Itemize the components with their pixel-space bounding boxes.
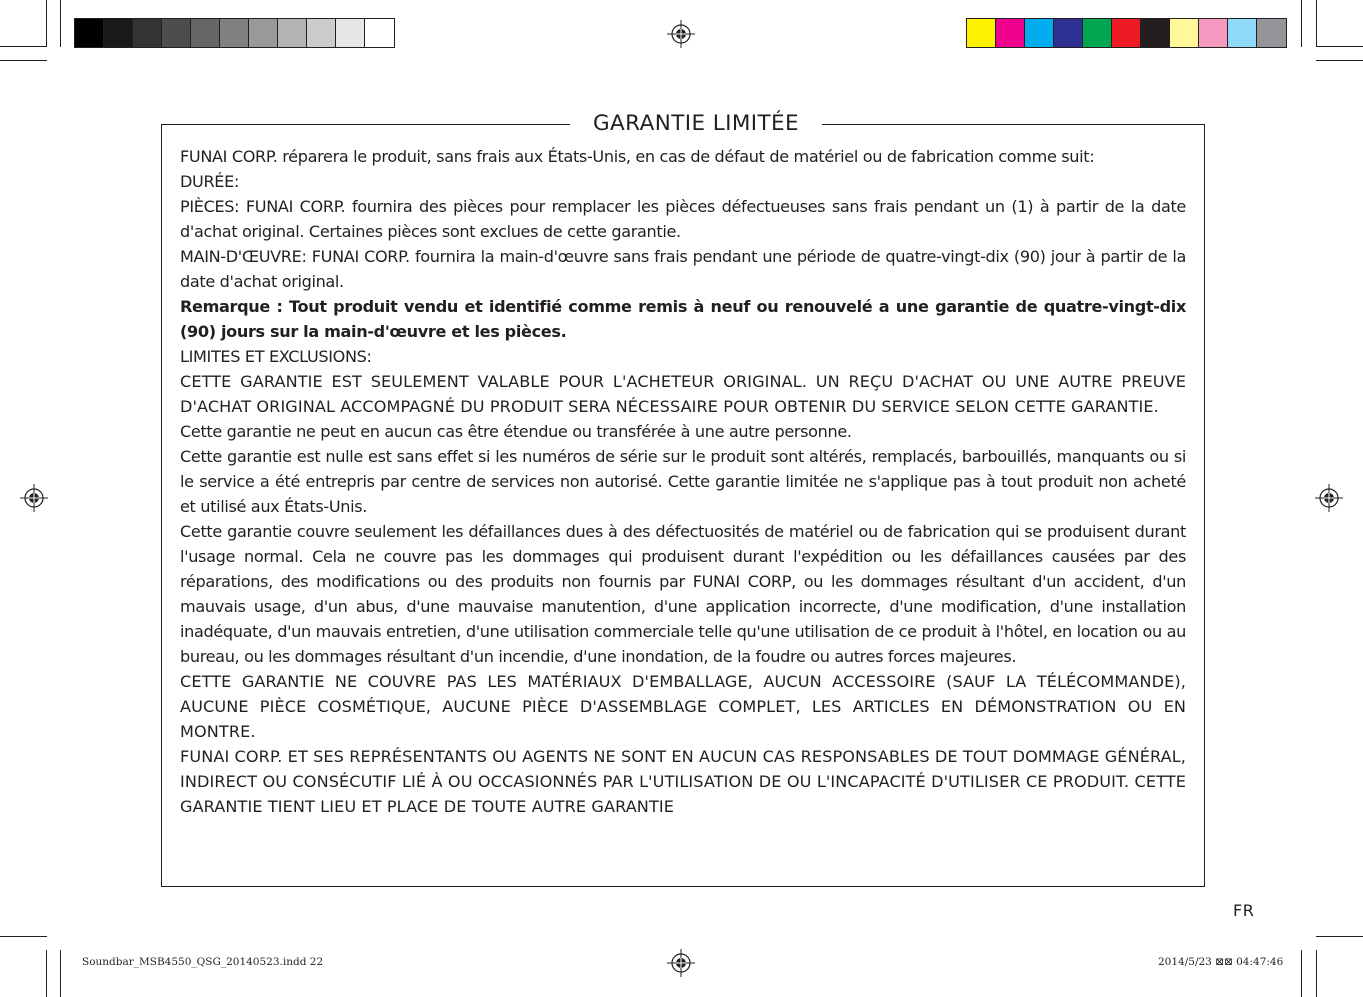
- process-color-swatch-7: [1141, 19, 1170, 47]
- slug-filename: Soundbar_MSB4550_QSG_20140523.indd 22: [82, 956, 324, 968]
- grayscale-swatch-11: [365, 19, 394, 47]
- intro-paragraph: FUNAI CORP. réparera le produit, sans frais aux États-Unis, en cas de défaut de matériel ou de fabrication comme suit:: [180, 147, 1095, 166]
- process-color-swatch-11: [1257, 19, 1286, 47]
- coverage-paragraph: Cette garantie couvre seulement les défaillances dues à des défectuosités de matériel ou de fabrication qui se produisent durant l'usage normal. Cela ne couvre pas les dommages qui produisent durant l'expédition ou les défaillances causées par des réparations, des modifications ou des produits non fournis par FUNAI CORP, ou les dommages résultant d'un accident, d'un mauvais usage, d'un abus, d'une mauvaise manutention, d'une application incorrecte, d'une modification, d'une installation inadéquate, d'un mauvais entretien, d'une utilisation commerciale telle qu'une utilisation de ce produit à l'hôtel, en location ou au bureau, ou les dommages résultant d'un incendie, d'une inondation, de la foudre ou autres forces majeures.: [180, 522, 1186, 666]
- process-color-swatch-10: [1228, 19, 1257, 47]
- pieces-paragraph: [180, 194, 1186, 244]
- main-oeuvre-label: MAIN-D'ŒUVRE:: [180, 247, 307, 266]
- original-buyer-paragraph: CETTE GARANTIE EST SEULEMENT VALABLE POUR L'ACHETEUR ORIGINAL. UN REÇU D'ACHAT OU UNE AUTRE PREUVE D'ACHAT ORIGINAL ACCOMPAGNÉ DU PRODUIT SERA NÉCESSAIRE POUR OBTENIR DU SERVICE SELON CETTE GARANTIE.: [180, 372, 1186, 416]
- slug-date: 2014/5/23 ⊠⊠ 04:47:46: [1158, 956, 1284, 968]
- crop-mark-tr-h: [1316, 46, 1363, 47]
- process-color-swatch-6: [1112, 19, 1141, 47]
- grayscale-swatch-2: [104, 19, 133, 47]
- process-color-bar: [966, 18, 1287, 48]
- liability-paragraph: FUNAI CORP. ET SES REPRÉSENTANTS OU AGENTS NE SONT EN AUCUN CAS RESPONSABLES DE TOUT DOMMAGE GÉNÉRAL, INDIRECT OU CONSÉCUTIF LIÉ À OU OCCASIONNÉS PAR L'UTILISATION DE OU L'INCAPACITÉ D'UTILISER CE PRODUIT. CETTE GARANTIE TIENT LIEU ET PLACE DE TOUTE AUTRE GARANTIE: [180, 747, 1186, 816]
- transfer-paragraph: Cette garantie ne peut en aucun cas être étendue ou transférée à une autre personne.: [180, 422, 852, 441]
- process-color-swatch-8: [1170, 19, 1199, 47]
- crop-mark-tr-h2: [1316, 60, 1363, 61]
- crop-mark-br-v2: [1301, 950, 1302, 997]
- remarque-paragraph: Remarque : Tout produit vendu et identifié comme remis à neuf ou renouvelé a une garantie de quatre-vingt-dix (90) jours sur la main-d'œuvre et les pièces.: [180, 297, 1186, 341]
- process-color-swatch-3: [1025, 19, 1054, 47]
- grayscale-color-bar: [74, 18, 395, 48]
- registration-mark-left-icon: [20, 484, 48, 512]
- warranty-body: [180, 144, 1186, 819]
- process-color-swatch-9: [1199, 19, 1228, 47]
- process-color-swatch-5: [1083, 19, 1112, 47]
- page-title: GARANTIE LIMITÉE: [570, 110, 822, 138]
- main-oeuvre-paragraph: [180, 244, 1186, 294]
- registration-mark-right-icon: [1315, 484, 1343, 512]
- grayscale-swatch-5: [191, 19, 220, 47]
- pieces-text: FUNAI CORP. fournira des pièces pour remplacer les pièces défectueuses sans frais pendant un (1) à partir de la date d'achat original. Certaines pièces sont exclues de cette garantie.: [180, 197, 1186, 241]
- crop-mark-tr-v2: [1301, 0, 1302, 47]
- pieces-label: PIÈCES:: [180, 197, 240, 216]
- crop-mark-tl-v: [46, 0, 47, 47]
- process-color-swatch-2: [996, 19, 1025, 47]
- grayscale-swatch-6: [220, 19, 249, 47]
- crop-mark-tl-h: [0, 46, 47, 47]
- main-oeuvre-text: FUNAI CORP. fournira la main-d'œuvre sans frais pendant une période de quatre-vingt-dix (90) jour à partir de la date d'achat original.: [180, 247, 1186, 291]
- grayscale-swatch-10: [336, 19, 365, 47]
- limites-heading: LIMITES ET EXCLUSIONS:: [180, 347, 372, 366]
- exclusions-paragraph: CETTE GARANTIE NE COUVRE PAS LES MATÉRIAUX D'EMBALLAGE, AUCUN ACCESSOIRE (SAUF LA TÉLÉCOMMANDE), AUCUNE PIÈCE COSMÉTIQUE, AUCUNE PIÈCE D'ASSEMBLAGE COMPLET, LES ARTICLES EN DÉMONSTRATION OU EN MONTRE.: [180, 672, 1186, 741]
- grayscale-swatch-4: [162, 19, 191, 47]
- crop-mark-tr-v: [1316, 0, 1317, 47]
- grayscale-swatch-1: [75, 19, 104, 47]
- grayscale-swatch-3: [133, 19, 162, 47]
- grayscale-swatch-9: [307, 19, 336, 47]
- void-paragraph: Cette garantie est nulle est sans effet si les numéros de série sur le produit sont altérés, remplacés, barbouillés, manquants ou si le service a été entrepris par centre de services non autorisé. Cette garantie limitée ne s'applique pas à tout produit non acheté et utilisé aux États-Unis.: [180, 447, 1186, 516]
- registration-mark-top-icon: [667, 20, 695, 48]
- crop-mark-bl-h: [0, 936, 47, 937]
- crop-mark-br-h: [1316, 936, 1363, 937]
- language-tag: FR: [1233, 901, 1255, 920]
- crop-mark-tl-v2: [60, 0, 61, 47]
- crop-mark-tl-h2: [0, 60, 47, 61]
- registration-mark-bottom-icon: [667, 949, 695, 977]
- grayscale-swatch-8: [278, 19, 307, 47]
- crop-mark-br-v: [1316, 950, 1317, 997]
- process-color-swatch-4: [1054, 19, 1083, 47]
- process-color-swatch-1: [967, 19, 996, 47]
- grayscale-swatch-7: [249, 19, 278, 47]
- crop-mark-bl-v2: [60, 950, 61, 997]
- duree-heading: DURÉE:: [180, 172, 240, 191]
- crop-mark-bl-v: [46, 950, 47, 997]
